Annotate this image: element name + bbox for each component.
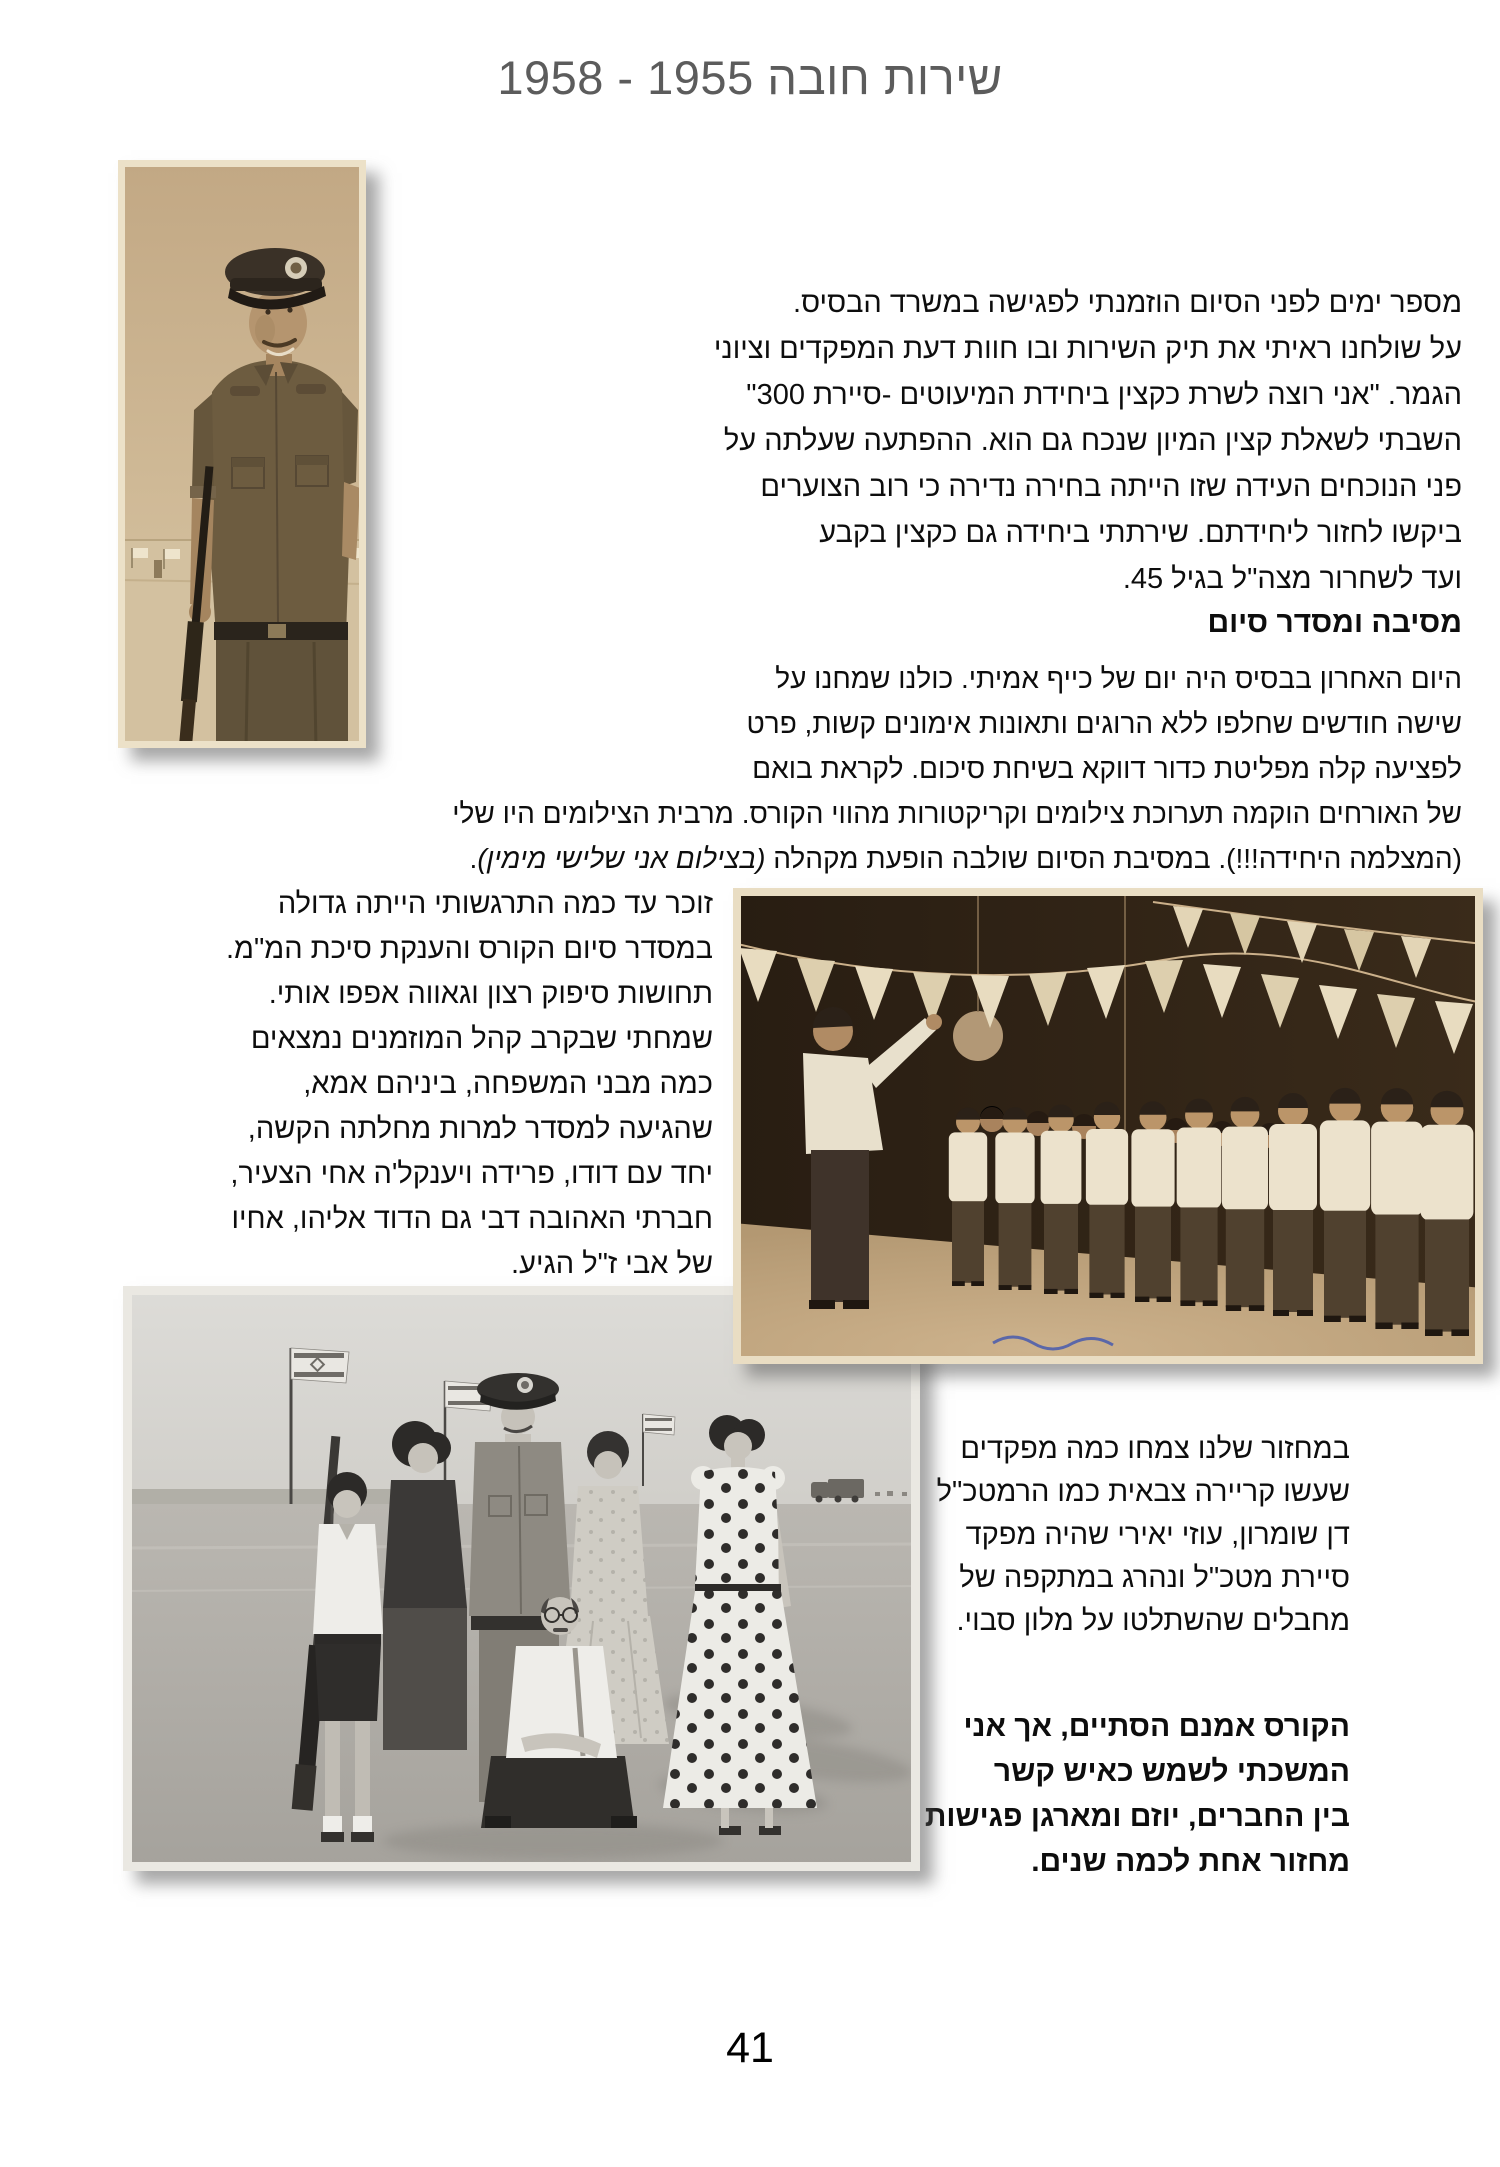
party-last-line-italic: (בצילום אני שלישי מימין) bbox=[477, 843, 766, 874]
text-line: לפציעה קלה מפליטת כדור דווקא בשיחת סיכום. לקראת בואם bbox=[752, 753, 1462, 784]
text-line: מחזור אחת לכמה שנים. bbox=[1031, 1845, 1350, 1878]
truck bbox=[811, 1479, 864, 1503]
party-lines bbox=[452, 656, 1462, 836]
intro-paragraph bbox=[714, 280, 1462, 602]
text-line: ועד לשחרור מצה"ל בגיל 45. bbox=[1122, 563, 1462, 595]
text-line: דן שומרון, עוזי יאירי שהיה מפקד bbox=[965, 1519, 1350, 1551]
text-line: השבתי לשאלת קצין המיון שנכח גם הוא. ההפתעה שעלתה על bbox=[723, 425, 1462, 457]
text-line: יחד עם דודו, פרידה ויענקל'ה אחי הצעיר, bbox=[230, 1158, 713, 1190]
family-visit-photo bbox=[123, 1286, 920, 1871]
text-line: פני הנוכחים העידה שזו הייתה בחירה נדירה כי רוב הצוערים bbox=[760, 471, 1462, 503]
text-line: זוכר עד כמה התרגשותי הייתה גדולה bbox=[277, 888, 713, 920]
party-last-line-post: . bbox=[469, 843, 478, 874]
text-line: המשכתי לשמש כאיש קשר bbox=[993, 1755, 1350, 1788]
page-title: שירות חובה 1955 - 1958 bbox=[497, 51, 1003, 104]
page-number: 41 bbox=[726, 2024, 774, 2072]
text-line: מחבלים שהשתלטו על מלון סבוי. bbox=[956, 1605, 1350, 1637]
text-line: היום האחרון בבסיס היה יום של כייף אמיתי. כולנו שמחנו על bbox=[775, 663, 1462, 694]
text-line: כמה מבני המשפחה, ביניהם אמא, bbox=[303, 1068, 713, 1100]
text-line: חברתי האהובה דבי גם הדוד אליהו, אחיו bbox=[231, 1203, 713, 1235]
family-visit-illustration bbox=[123, 1286, 920, 1871]
text-line: הגמר. "אני רוצה לשרת כקצין ביחידת המיעוטים -סיירת 300" bbox=[746, 379, 1462, 411]
choir-ceremony-photo bbox=[733, 888, 1483, 1364]
text-line: סיירת מטכ"ל ונהרג במתקפה של bbox=[959, 1562, 1350, 1594]
text-line: ביקשו לחזור ליחידתם. שירתתי ביחידה גם כקצין בקבע bbox=[819, 517, 1462, 549]
text-line: בין החברים, יוזם ומארגן פגישות bbox=[924, 1800, 1350, 1833]
text-line: הקורס אמנם הסתיים, אך אני bbox=[963, 1710, 1350, 1743]
party-last-line-pre: (המצלמה היחידה!!!). במסיבת הסיום שולבה הופעת מקהלה bbox=[765, 843, 1462, 874]
text-line: מספר ימים לפני הסיום הוזמנתי לפגישה במשרד הבסיס. bbox=[793, 287, 1462, 319]
text-line: תחושות סיפוק רצון וגאווה אפפו אותי. bbox=[268, 978, 713, 1010]
parade-paragraph bbox=[226, 882, 713, 1287]
soldier-portrait-illustration bbox=[118, 160, 366, 748]
text-line: במסדר סיום הקורס והענקת סיכת המ"מ. bbox=[226, 933, 713, 965]
text-line: במחזור שלנו צמחו כמה מפקדים bbox=[960, 1433, 1350, 1465]
closing-paragraph bbox=[925, 1704, 1350, 1884]
choir-ceremony-illustration bbox=[733, 888, 1483, 1364]
soldier-portrait-photo bbox=[118, 160, 366, 748]
section-heading: מסיבה ומסדר סיום bbox=[1207, 606, 1462, 639]
text-line: שהגיעה למסדר למרות מחלתה הקשה, bbox=[247, 1113, 713, 1145]
text-line: שמחתי שבקרב קהל המוזמנים נמצאים bbox=[250, 1023, 713, 1055]
paper-lantern bbox=[953, 1011, 1003, 1061]
commanders-paragraph bbox=[937, 1428, 1350, 1643]
party-last-line bbox=[452, 836, 1462, 881]
text-line: של האורחים הוקמה תערוכת צילומים וקריקטורות מהווי הקורס. מרבית הצילומים היו שלי bbox=[452, 798, 1462, 829]
text-line: על שולחנו ראיתי את תיק השירות ובו חוות דעת המפקדים וציוני bbox=[713, 333, 1462, 365]
party-paragraph bbox=[452, 656, 1462, 881]
text-line: שעשו קריירה צבאית כמו הרמטכ"ל bbox=[936, 1476, 1350, 1508]
text-line: שישה חודשים שחלפו ללא הרוגים ותאונות אימונים קשות, פרט bbox=[746, 708, 1462, 739]
text-line: של אבי ז"ל הגיע. bbox=[511, 1248, 713, 1280]
